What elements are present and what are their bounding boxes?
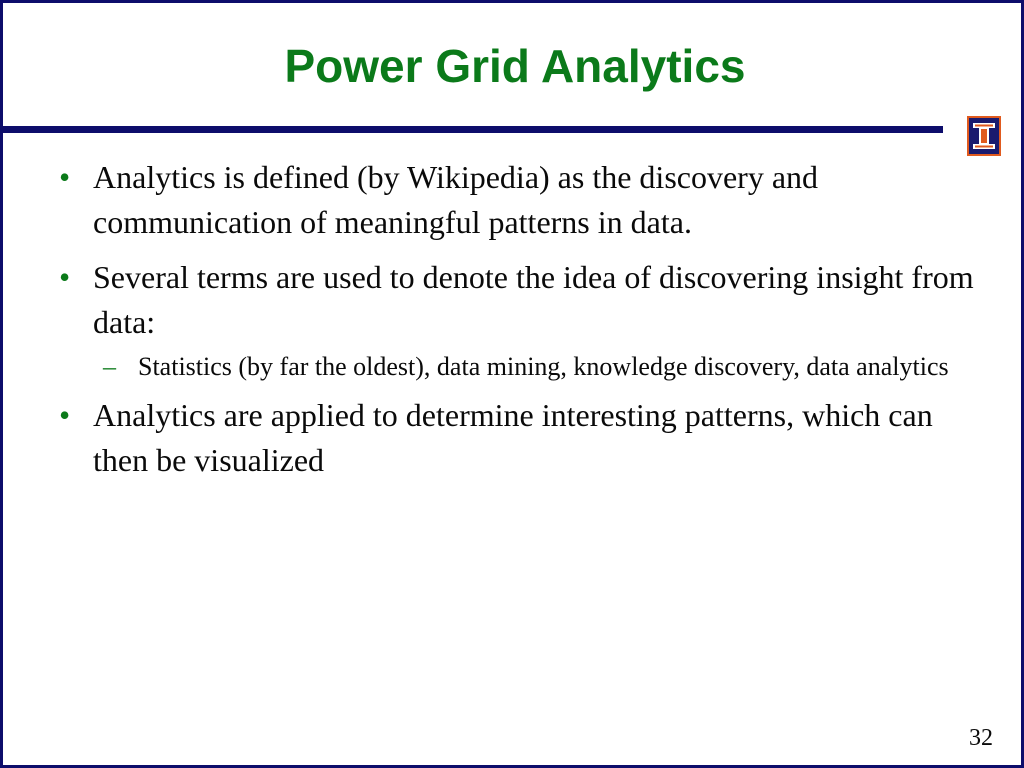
page-number: 32 [969,725,993,751]
bullet-text: Analytics are applied to determine interesting patterns, which can then be visualized [93,397,933,478]
title-divider [3,126,943,133]
slide-body [53,155,993,493]
bullet-item [53,155,993,245]
bullet-item [53,255,993,345]
bullet-glyph: • [59,259,71,295]
sub-bullet-text: Statistics (by far the oldest), data mining, knowledge discovery, data analytics [138,352,949,381]
bullet-glyph: • [59,397,71,433]
sub-bullet-item [53,347,993,387]
sub-bullet-glyph: – [103,352,116,381]
slide-title: Power Grid Analytics [284,40,746,92]
university-block-i-icon [967,116,1001,156]
bullet-glyph: • [59,159,71,195]
bullet-item [53,393,993,483]
bullet-text: Several terms are used to denote the idea of discovering insight from data: [93,259,974,340]
bullet-text: Analytics is defined (by Wikipedia) as the discovery and communication of meaningful patterns in data. [93,159,819,240]
